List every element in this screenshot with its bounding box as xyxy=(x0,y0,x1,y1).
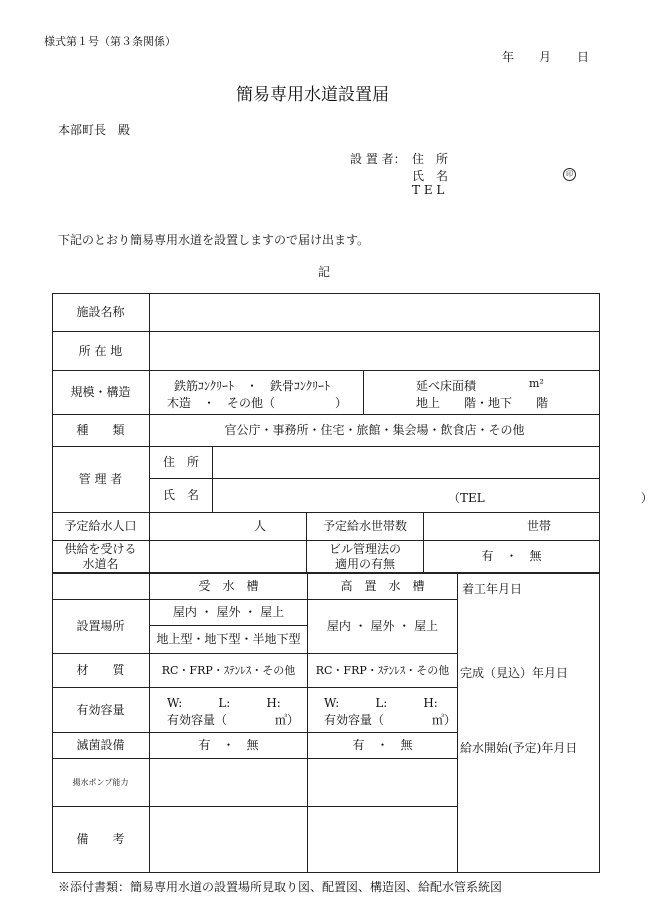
bldg-law-label xyxy=(307,541,423,572)
remarks-label: 備 考 xyxy=(76,832,125,846)
remarks-field[interactable] xyxy=(150,807,457,872)
install-place-label: 設置場所 xyxy=(76,619,125,633)
sterilizer-label: 滅菌設備 xyxy=(76,738,125,752)
location-label: 所 在 地 xyxy=(78,343,123,358)
type-options[interactable]: 官公庁・事務所・住宅・旅館・集会場・飲食店・その他 xyxy=(224,423,525,437)
material-label: 材 質 xyxy=(76,663,125,677)
households-field[interactable] xyxy=(424,513,599,540)
manager-name-label: 氏 名 xyxy=(162,488,199,502)
structure-options-line1[interactable]: 鉄筋ｺﾝｸﾘｰﾄ ・ 鉄骨ｺﾝｸﾘｰﾄ xyxy=(174,379,331,393)
start-date-label: 着工年月日 xyxy=(462,582,523,596)
recipient: 本部町長 殿 xyxy=(58,123,131,137)
elevated-sterilizer-options[interactable]: 有 ・ 無 xyxy=(352,738,413,752)
page-title: 簡易専用水道設置届 xyxy=(236,85,389,105)
type-label: 種 類 xyxy=(76,423,125,437)
facility-name-field[interactable] xyxy=(150,294,599,331)
households-unit: 世帯 xyxy=(526,519,551,533)
receiving-sterilizer-options[interactable]: 有 ・ 無 xyxy=(198,738,259,752)
receiving-pump-field[interactable] xyxy=(150,759,307,806)
elevated-place-options[interactable]: 屋内 ・ 屋外 ・ 屋上 xyxy=(326,619,439,633)
date-month: 月 xyxy=(539,50,552,64)
supply-field[interactable] xyxy=(150,541,306,572)
statement: 下記のとおり簡易専用水道を設置しますので届け出ます。 xyxy=(58,233,370,247)
completion-date-label: 完成（見込）年月日 xyxy=(460,666,569,680)
note-heading: 記 xyxy=(318,265,331,279)
bldg-law-options[interactable]: 有 ・ 無 xyxy=(481,549,542,563)
receiving-tank-header: 受 水 槽 xyxy=(198,579,259,593)
applicant-address-label: 住 所 xyxy=(412,152,449,166)
facility-name-label: 施設名称 xyxy=(76,305,125,319)
elevated-material-options[interactable]: RC・FRP・ｽﾃﾝﾚｽ・その他 xyxy=(315,664,450,677)
floor-area-unit: m² xyxy=(529,377,544,390)
supply-label xyxy=(52,541,149,572)
structure-options-line2[interactable]: 木造 ・ その他（ ） xyxy=(167,396,348,410)
elevated-tank-header: 高 置 水 槽 xyxy=(340,579,425,593)
population-label: 予定給水人口 xyxy=(64,519,137,533)
population-unit: 人 xyxy=(253,519,266,533)
manager-address-label: 住 所 xyxy=(162,455,199,469)
elevated-dims[interactable]: W: L: H: xyxy=(324,696,438,710)
supply-start-date-label: 給水開始(予定)年月日 xyxy=(460,741,578,755)
receiving-dims[interactable]: W: L: H: xyxy=(167,696,281,710)
floors-field[interactable]: 地上 階・地下 階 xyxy=(416,396,549,410)
households-label: 予定給水世帯数 xyxy=(322,519,407,533)
attachments-note: ※添付書類：簡易専用水道の設置場所見取り図、配置図、構造図、給配水管系統図 xyxy=(58,880,503,894)
manager-tel-field[interactable]: （TEL ） xyxy=(448,491,653,505)
bldg-law-label-line1: ビル管理法の xyxy=(328,541,401,556)
form-number: 様式第１号（第３条関係） xyxy=(44,35,176,48)
elevated-pump-field[interactable] xyxy=(308,759,457,806)
receiving-capacity[interactable]: 有効容量（ ㎥） xyxy=(167,713,300,727)
population-field[interactable] xyxy=(150,513,306,540)
applicant-label: 設 置 者： xyxy=(350,152,406,166)
pump-capacity-label: 揚水ポンプ能力 xyxy=(72,778,129,787)
supply-label-line2: 水道名 xyxy=(82,556,119,571)
receiving-place-options[interactable]: 屋内 ・ 屋外 ・ 屋上 xyxy=(172,605,285,619)
date-year: 年 xyxy=(502,50,515,64)
floor-area-label: 延べ床面積 xyxy=(416,379,477,393)
receiving-type-options[interactable]: 地上型・地下型・半地下型 xyxy=(156,632,301,646)
capacity-label: 有効容量 xyxy=(76,702,125,717)
applicant-tel-label: T E L xyxy=(412,183,445,197)
manager-label: 管 理 者 xyxy=(78,472,123,486)
bldg-law-label-line2: 適用の有無 xyxy=(334,556,395,571)
scale-structure-label: 規模・構造 xyxy=(70,385,131,399)
date-day: 日 xyxy=(577,50,590,64)
elevated-capacity[interactable]: 有効容量（ ㎥） xyxy=(324,713,457,727)
location-field[interactable] xyxy=(150,332,599,370)
applicant-name-label: 氏 名 xyxy=(412,169,449,183)
manager-address-field[interactable] xyxy=(213,447,599,478)
supply-label-line1: 供給を受ける xyxy=(64,541,137,556)
seal-mark: 印 xyxy=(563,168,576,181)
receiving-material-options[interactable]: RC・FRP・ｽﾃﾝﾚｽ・その他 xyxy=(161,664,296,677)
